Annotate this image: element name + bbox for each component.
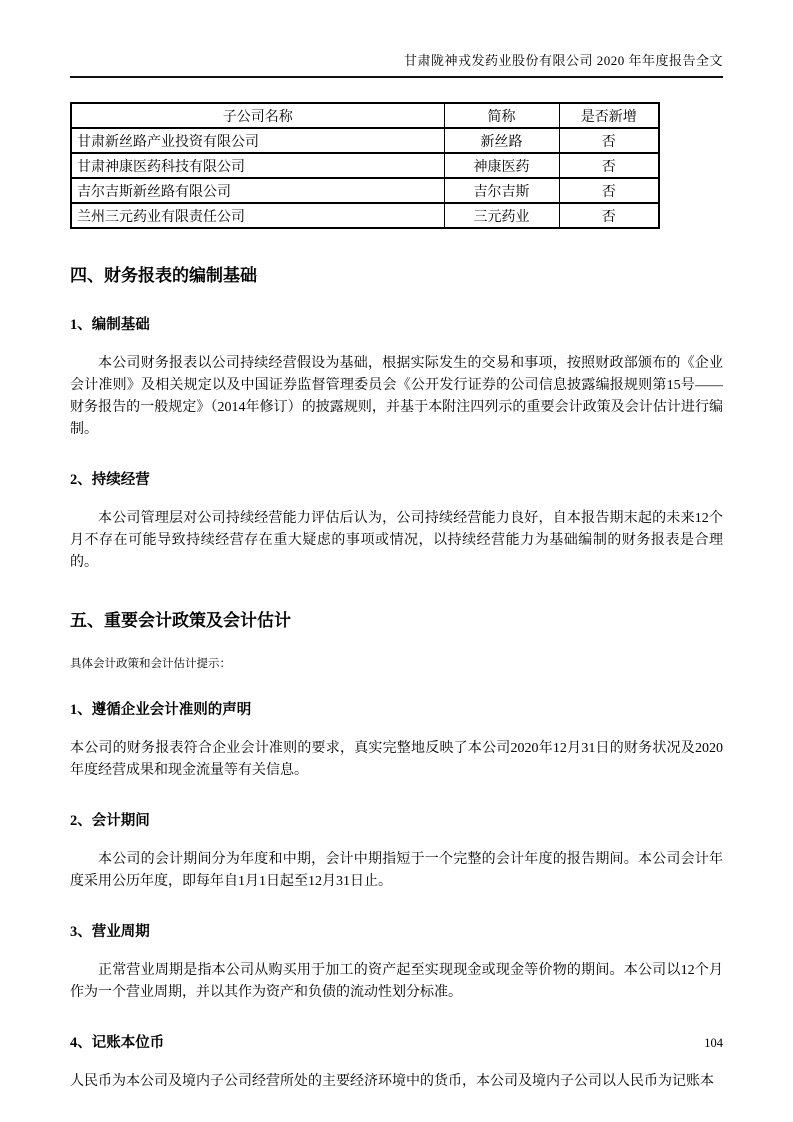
subsidiaries-table xyxy=(70,102,660,229)
section-5-sub-2-heading: 2、会计期间 xyxy=(70,813,150,829)
subsidiary-short-name: 吉尔吉斯 xyxy=(444,178,559,203)
col-header-is-new: 是否新增 xyxy=(559,103,659,128)
section-5-note: 具体会计政策和会计估计提示： xyxy=(70,658,231,670)
table-row xyxy=(71,128,659,153)
section-5-sub-3-heading: 3、营业周期 xyxy=(70,924,150,940)
subsidiary-name: 甘肃新丝路产业投资有限公司 xyxy=(71,128,444,153)
section-5-sub-2-paragraph: 本公司的会计期间分为年度和中期，会计中期指短于一个完整的会计年度的报告期间。本公司会计年度采用公历年度，即每年自1月1日起至12月31日止。 xyxy=(70,852,723,889)
subsidiary-short-name: 新丝路 xyxy=(444,128,559,153)
page-number: 104 xyxy=(704,1036,723,1050)
subsidiary-short-name: 三元药业 xyxy=(444,203,559,228)
report-title: 甘肃陇神戎发药业股份有限公司 2020 年年度报告全文 xyxy=(403,53,723,68)
section-5-sub-1-heading: 1、遵循企业会计准则的声明 xyxy=(70,702,252,718)
table-row xyxy=(71,203,659,228)
page-header xyxy=(70,0,723,78)
section-4-sub-2-heading: 2、持续经营 xyxy=(70,472,150,488)
subsidiary-is-new: 否 xyxy=(559,203,659,228)
col-header-subsidiary-name: 子公司名称 xyxy=(71,103,444,128)
section-4-sub-2-paragraph: 本公司管理层对公司持续经营能力评估后认为，公司持续经营能力良好，自本报告期末起的未来12个月不存在可能导致持续经营存在重大疑虑的事项或情况，以持续经营能力为基础编制的财务报表是合理的。 xyxy=(70,511,723,570)
table-row xyxy=(71,178,659,203)
table-header-row xyxy=(71,103,659,128)
subsidiary-name: 兰州三元药业有限责任公司 xyxy=(71,203,444,228)
subsidiary-short-name: 神康医药 xyxy=(444,153,559,178)
section-4-sub-1-heading: 1、编制基础 xyxy=(70,317,150,333)
subsidiary-is-new: 否 xyxy=(559,178,659,203)
section-5-sub-3-paragraph: 正常营业周期是指本公司从购买用于加工的资产起至实现现金或现金等价物的期间。本公司以12个月作为一个营业周期，并以其作为资产和负债的流动性划分标准。 xyxy=(70,963,723,1000)
section-5-heading: 五、重要会计政策及会计估计 xyxy=(70,611,291,630)
subsidiary-is-new: 否 xyxy=(559,128,659,153)
section-4-sub-1-paragraph: 本公司财务报表以公司持续经营假设为基础，根据实际发生的交易和事项，按照财政部颁布的《企业会计准则》及相关规定以及中国证券监督管理委员会《公开发行证券的公司信息披露编报规则第15号——财务报告的一般规定》（2014年修订）的披露规则，并基于本附注四列示的重要会计政策及会计估计进行编制。 xyxy=(70,356,723,437)
section-5-sub-1-paragraph: 本公司的财务报表符合企业会计准则的要求，真实完整地反映了本公司2020年12月31日的财务状况及2020年度经营成果和现金流量等有关信息。 xyxy=(70,741,723,778)
subsidiary-name: 甘肃神康医药科技有限公司 xyxy=(71,153,444,178)
subsidiary-is-new: 否 xyxy=(559,153,659,178)
table-row xyxy=(71,153,659,178)
section-5-sub-4-heading: 4、记账本位币 xyxy=(70,1035,165,1051)
col-header-short-name: 简称 xyxy=(444,103,559,128)
subsidiary-name: 吉尔吉斯新丝路有限公司 xyxy=(71,178,444,203)
section-4-heading: 四、财务报表的编制基础 xyxy=(70,266,257,285)
section-5-sub-4-paragraph: 人民币为本公司及境内子公司经营所处的主要经济环境中的货币，本公司及境内子公司以人民币为记账本 xyxy=(70,1074,714,1089)
